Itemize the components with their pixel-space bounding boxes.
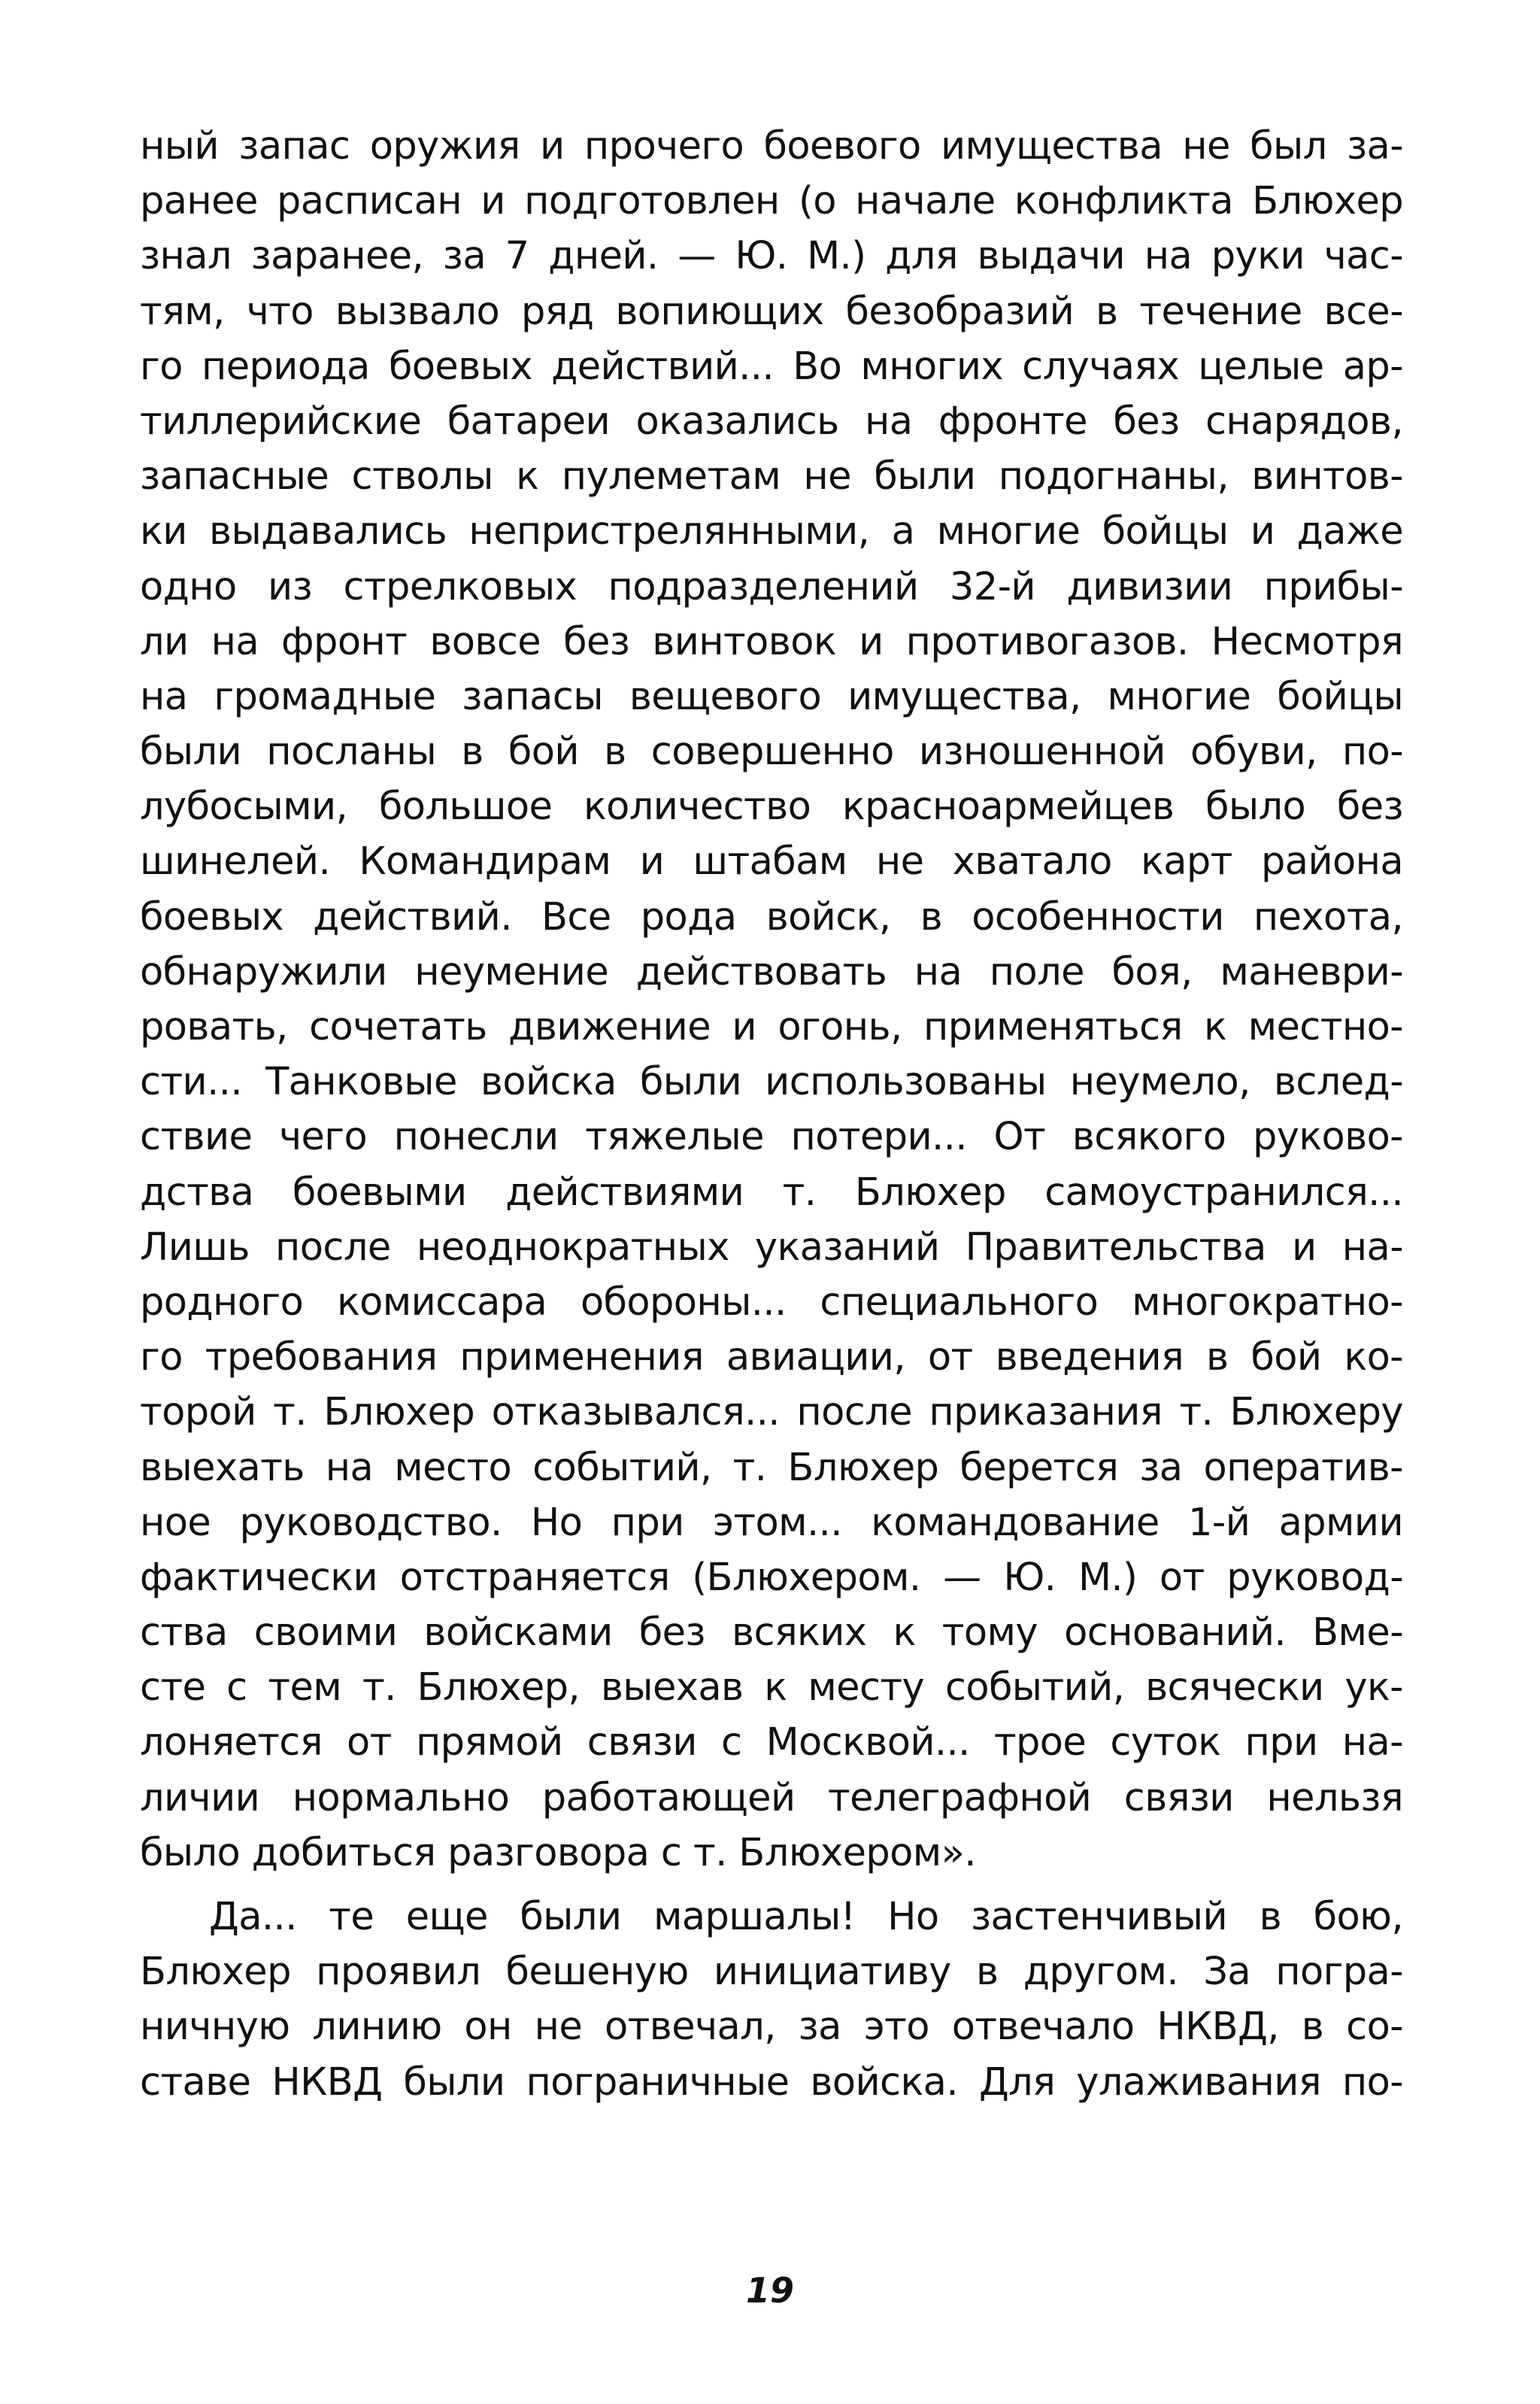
- paragraph-gap: [140, 1880, 1403, 1890]
- text-line: ничную линию он не отвечал, за это отвечало НКВД, в со-: [140, 2005, 1403, 2050]
- text-line: торой т. Блюхер отказывался... после приказания т. Блюхеру: [140, 1390, 1403, 1435]
- text-line: сти... Танковые войска были использованы неумело, вслед-: [140, 1060, 1403, 1105]
- text-line: шинелей. Командирам и штабам не хватало карт района: [140, 839, 1403, 885]
- text-line: запасные стволы к пулеметам не были подогнаны, винтов-: [140, 454, 1403, 499]
- text-line: были посланы в бой в совершенно изношенной обуви, по-: [140, 730, 1403, 775]
- text-line: тям, что вызвало ряд вопиющих безобразий в течение все-: [140, 289, 1403, 334]
- text-line: ный запас оружия и прочего боевого имущества не был за-: [140, 124, 1403, 168]
- text-line: Да... те еще были маршалы! Но застенчивый в бою,: [209, 1895, 1403, 1939]
- text-line: ровать, сочетать движение и огонь, применяться к местно-: [140, 1005, 1403, 1049]
- page-number: 19: [745, 2270, 794, 2311]
- text-line: на громадные запасы вещевого имущества, многие бойцы: [140, 674, 1403, 719]
- text-line: одно из стрелковых подразделений 32-й дивизии прибы-: [140, 564, 1403, 609]
- text-line: ставе НКВД были пограничные войска. Для улаживания по-: [140, 2059, 1403, 2105]
- text-line: родного комиссара обороны... специального многократно-: [140, 1279, 1403, 1325]
- text-line: обнаружили неумение действовать на поле боя, маневри-: [140, 949, 1403, 994]
- text-line: Блюхер проявил бешеную инициативу в другом. За погра-: [140, 1950, 1403, 1995]
- text-line: го периода боевых действий... Во многих случаях целые ар-: [140, 344, 1403, 389]
- text-line: личии нормально работающей телеграфной связи нельзя: [140, 1775, 1403, 1820]
- text-line: лоняется от прямой связи с Москвой... трое суток при на-: [140, 1720, 1403, 1765]
- text-line: фактически отстраняется (Блюхером. — Ю. М.) от руковод-: [140, 1555, 1403, 1600]
- text-line: ное руководство. Но при этом... командование 1-й армии: [140, 1500, 1403, 1545]
- text-line: ства своими войсками без всяких к тому оснований. Вме-: [140, 1610, 1403, 1656]
- text-line: ранее расписан и подготовлен (о начале конфликта Блюхер: [140, 179, 1403, 224]
- text-line: ки выдавались непристрелянными, а многие бойцы и даже: [140, 509, 1403, 554]
- text-line: знал заранее, за 7 дней. — Ю. М.) для выдачи на руки час-: [140, 234, 1403, 279]
- text-line: боевых действий. Все рода войск, в особенности пехота,: [140, 894, 1403, 939]
- text-line: лубосыми, большое количество красноармейцев было без: [140, 785, 1403, 830]
- text-line: выехать на место событий, т. Блюхер берется за оператив-: [140, 1445, 1403, 1490]
- text-line: дства боевыми действиями т. Блюхер самоустранился...: [140, 1170, 1403, 1215]
- text-line: было добиться разговора с т. Блюхером».: [140, 1830, 976, 1875]
- paragraph: [140, 1890, 1403, 2110]
- text-line: тиллерийские батареи оказались на фронте без снарядов,: [140, 399, 1403, 444]
- text-line: Лишь после неоднократных указаний Правительства и на-: [140, 1225, 1403, 1270]
- text-line: сте с тем т. Блюхер, выехав к месту событий, всячески ук-: [140, 1665, 1403, 1710]
- text-line: ли на фронт вовсе без винтовок и противогазов. Несмотря: [140, 619, 1403, 664]
- paragraph: [140, 119, 1403, 1880]
- text-line: го требования применения авиации, от введения в бой ко-: [140, 1335, 1403, 1380]
- body-text: [140, 119, 1403, 2110]
- text-line: ствие чего понесли тяжелые потери... От всякого руково-: [140, 1115, 1403, 1160]
